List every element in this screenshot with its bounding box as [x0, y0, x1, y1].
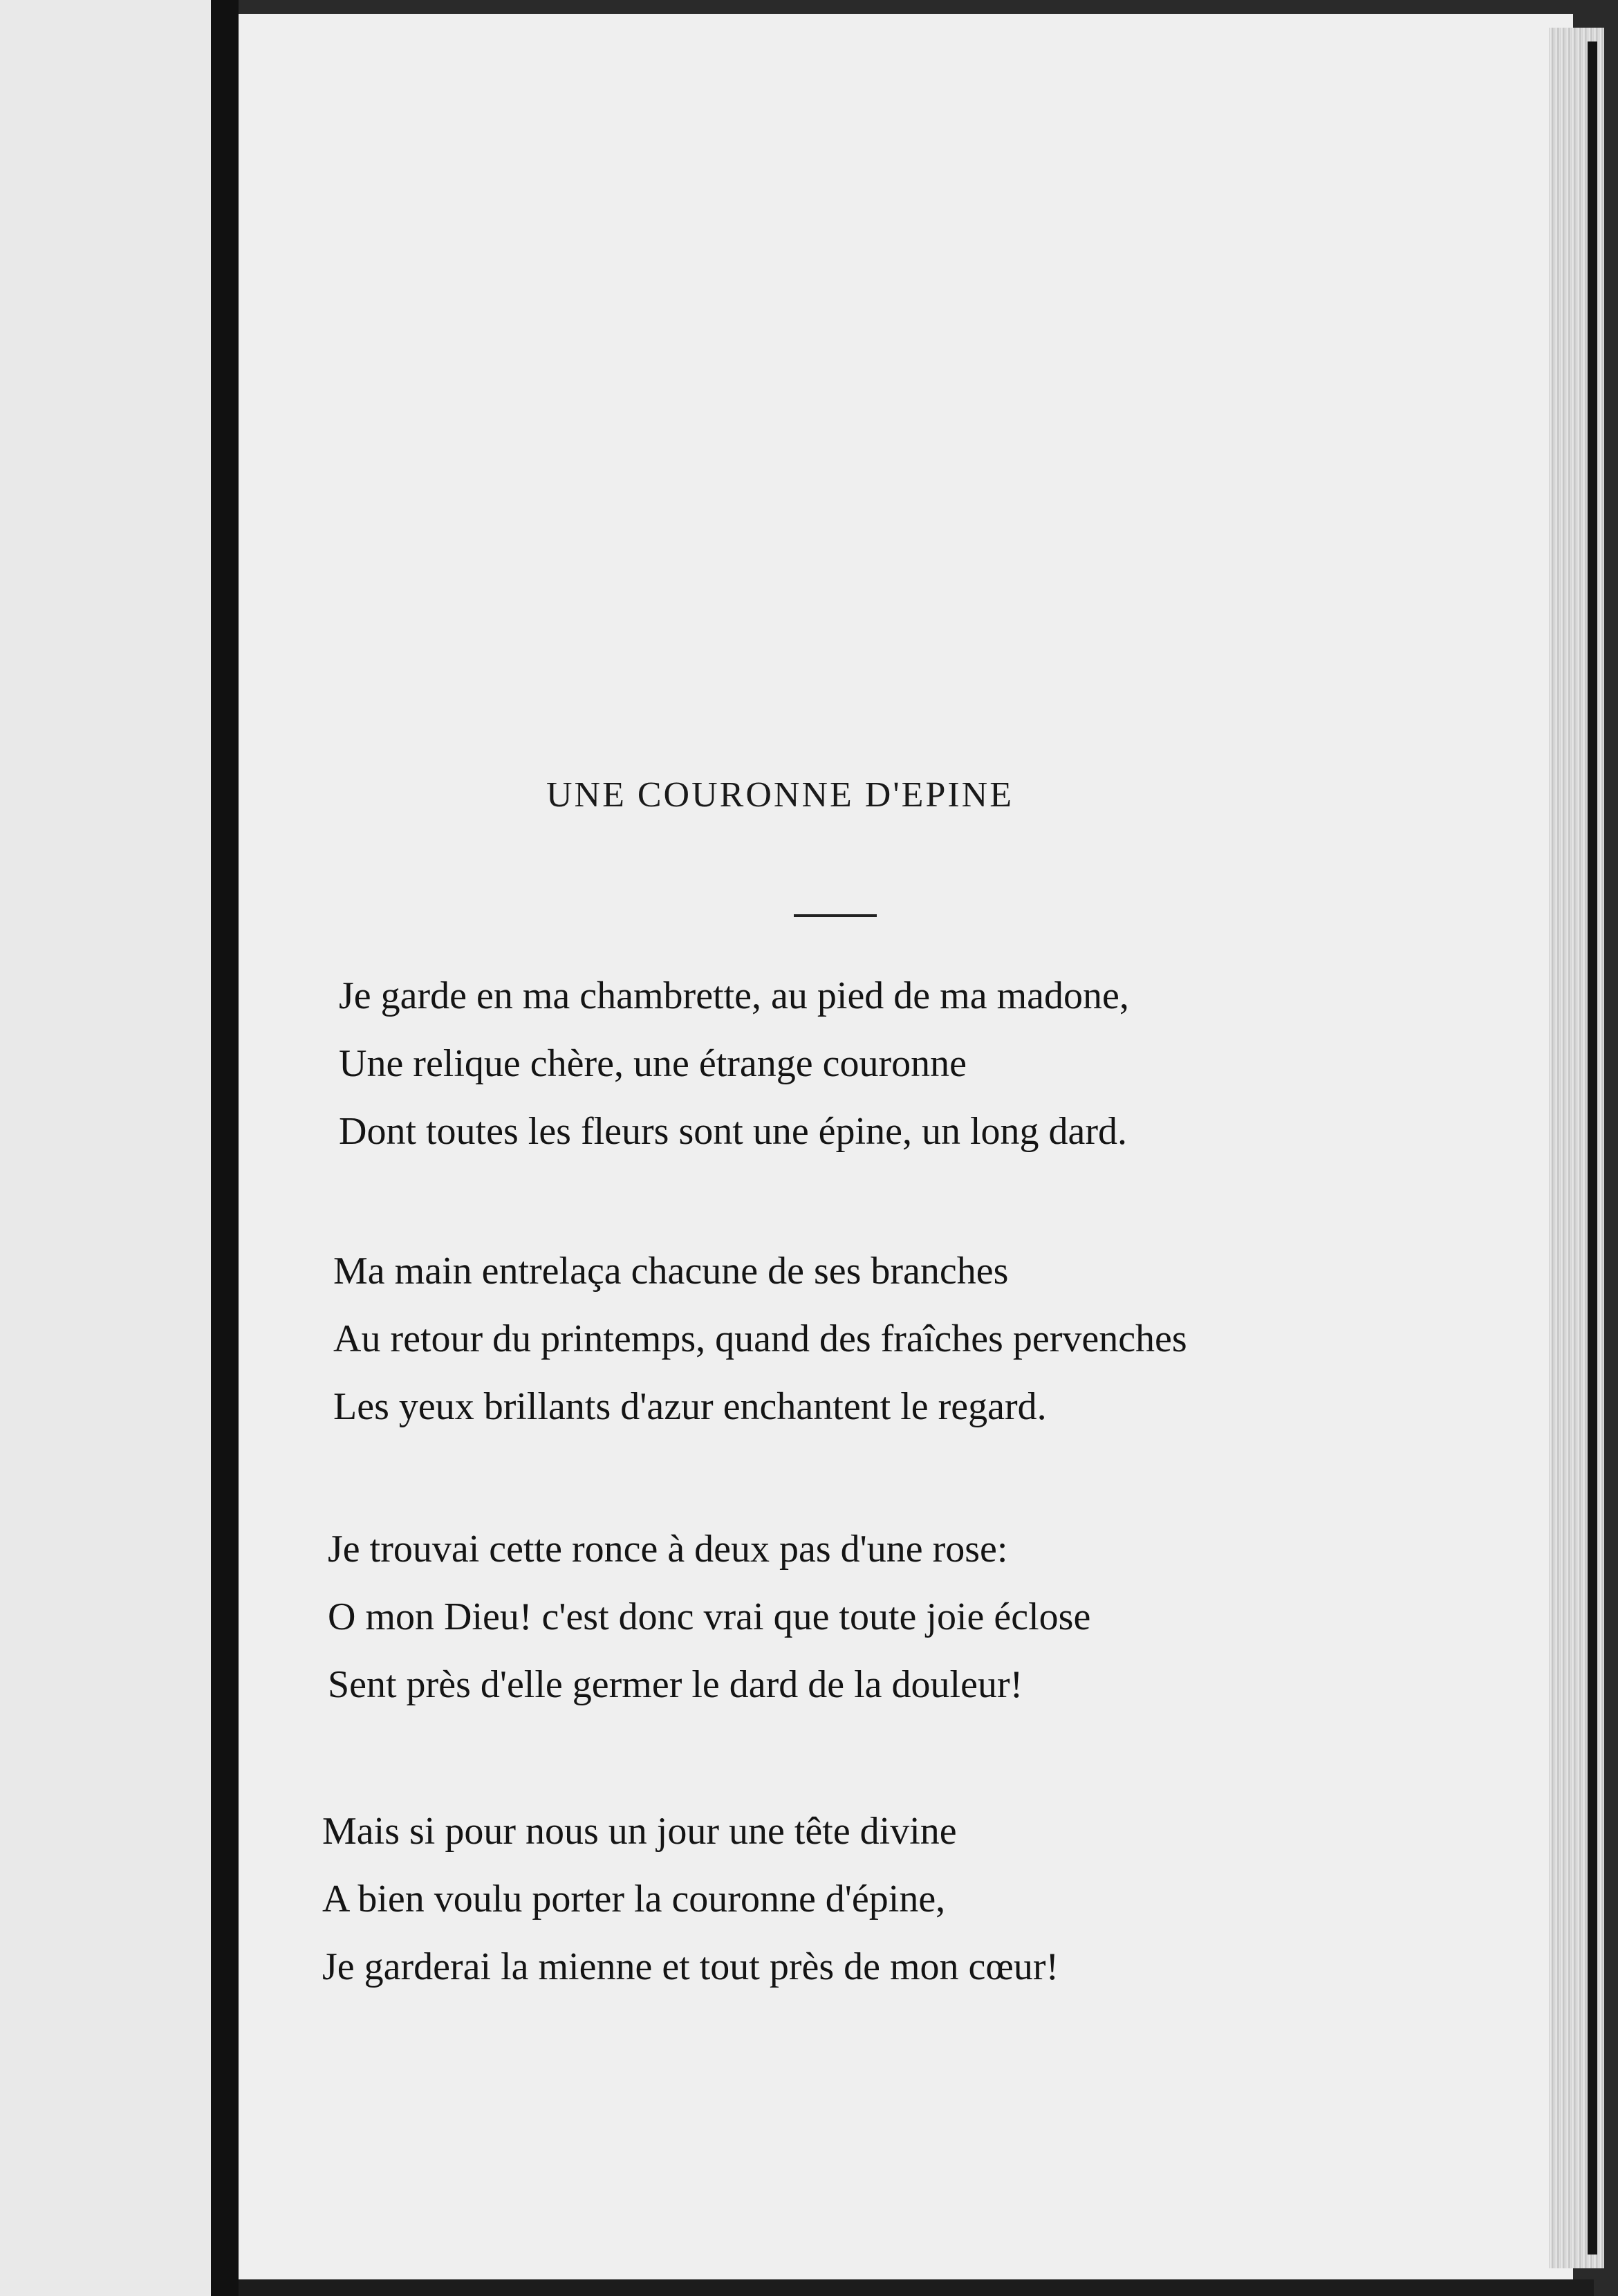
poem-title: UNE COURONNE D'EPINE — [546, 775, 1014, 815]
title-divider — [794, 914, 877, 917]
verse-line: Au retour du printemps, quand des fraîches pervenches — [333, 1317, 1187, 1360]
verse-line: Dont toutes les fleurs sont une épine, un long dard. — [339, 1110, 1128, 1153]
book-gutter — [211, 0, 239, 2296]
page-edge-shadow — [1588, 41, 1597, 2255]
verse-line: Sent près d'elle germer le dard de la douleur! — [328, 1663, 1023, 1706]
verse-line: Je trouvai cette ronce à deux pas d'une rose: — [328, 1528, 1008, 1571]
verse-line: Une relique chère, une étrange couronne — [339, 1042, 967, 1085]
verse-line: O mon Dieu! c'est donc vrai que toute joie éclose — [328, 1595, 1091, 1638]
bottom-shadow — [239, 2279, 1594, 2296]
facing-page — [0, 0, 211, 2296]
verse-line: A bien voulu porter la couronne d'épine, — [322, 1878, 946, 1920]
verse-line: Je garderai la mienne et tout près de mon cœur! — [322, 1945, 1059, 1988]
verse-line: Les yeux brillants d'azur enchantent le regard. — [333, 1385, 1047, 1428]
verse-line: Je garde en ma chambrette, au pied de ma madone, — [339, 974, 1129, 1017]
verse-line: Mais si pour nous un jour une tête divine — [322, 1810, 957, 1853]
verse-line: Ma main entrelaça chacune de ses branches — [333, 1250, 1009, 1293]
